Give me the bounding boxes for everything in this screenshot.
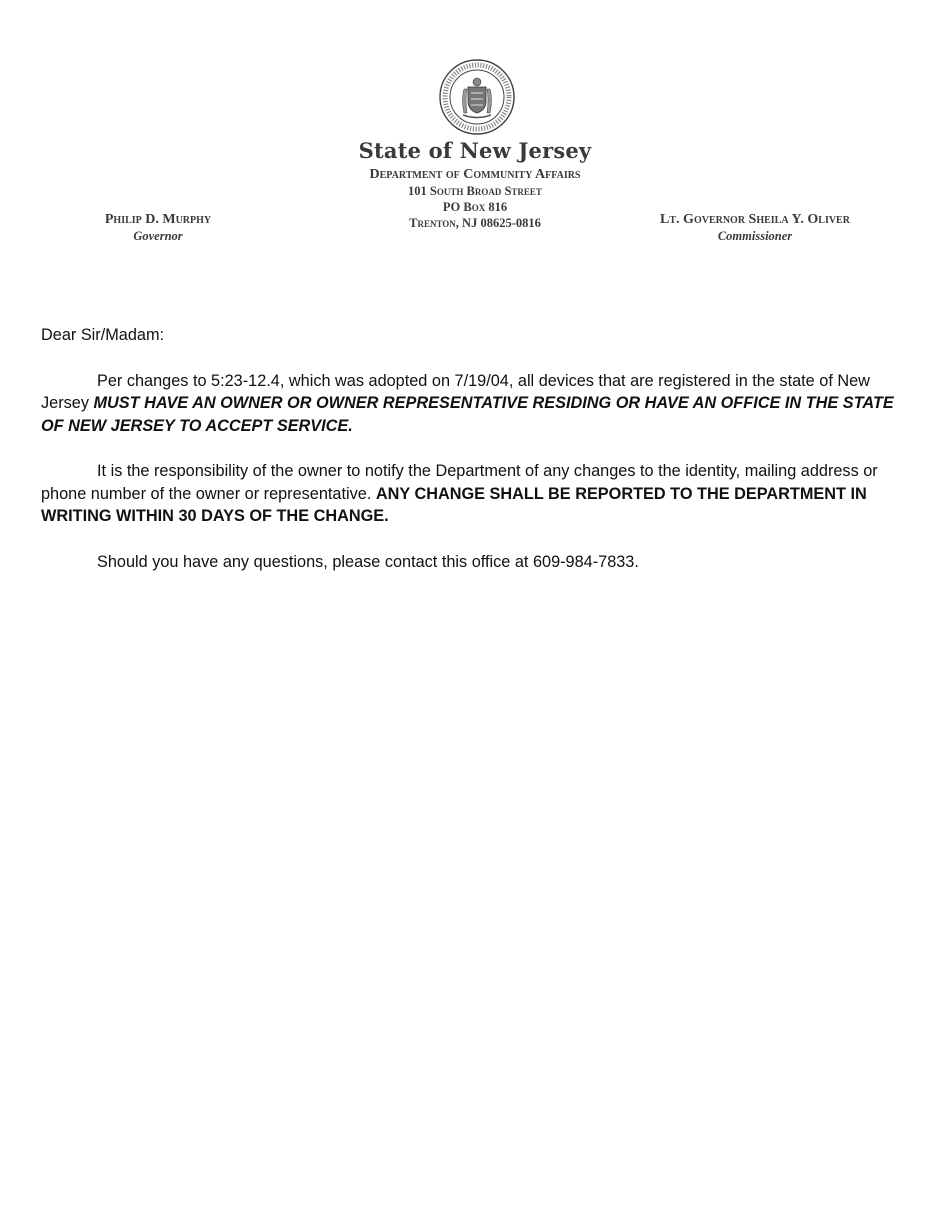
governor-block bbox=[78, 212, 238, 244]
paragraph-contact: Should you have any questions, please contact this office at 609-984-7833. bbox=[97, 552, 639, 571]
paragraph-emphasis: MUST HAVE AN OWNER OR OWNER REPRESENTATIVE RESIDING OR HAVE AN OFFICE IN THE STATE OF NEW JERSEY TO ACCEPT SERVICE. bbox=[41, 394, 894, 435]
governor-title: Governor bbox=[133, 229, 183, 243]
paragraph-devices-registration bbox=[41, 370, 911, 438]
department-name: Department of Community Affairs bbox=[369, 167, 581, 182]
letter-body bbox=[41, 324, 911, 596]
governor-name: Philip D. Murphy bbox=[104, 212, 212, 227]
paragraph-text: Per changes to 5:23-12.4, which was adopted on 7/19/04, all devices that are registered in the state of New Jersey bbox=[41, 371, 870, 412]
address-street: 101 South Broad Street bbox=[408, 184, 542, 198]
commissioner-block bbox=[640, 212, 870, 244]
letterhead-title: State of New Jersey bbox=[358, 138, 592, 163]
commissioner-name: Lt. Governor Sheila Y. Oliver bbox=[660, 212, 850, 227]
address-po-box: PO Box 816 bbox=[442, 200, 508, 214]
paragraph-owner-responsibility bbox=[41, 460, 911, 528]
salutation: Dear Sir/Madam: bbox=[41, 326, 165, 344]
address-city: Trenton, NJ 08625-0816 bbox=[409, 216, 541, 230]
commissioner-title: Commissioner bbox=[717, 229, 793, 243]
paragraph-text: It is the responsibility of the owner to notify the Department of any changes to the identity, mailing address or phone number of the owner or representative. bbox=[41, 462, 878, 503]
paragraph-emphasis: ANY CHANGE SHALL BE REPORTED TO THE DEPARTMENT IN WRITING WITHIN 30 DAYS OF THE CHANGE. bbox=[41, 484, 867, 525]
state-seal bbox=[437, 57, 517, 137]
